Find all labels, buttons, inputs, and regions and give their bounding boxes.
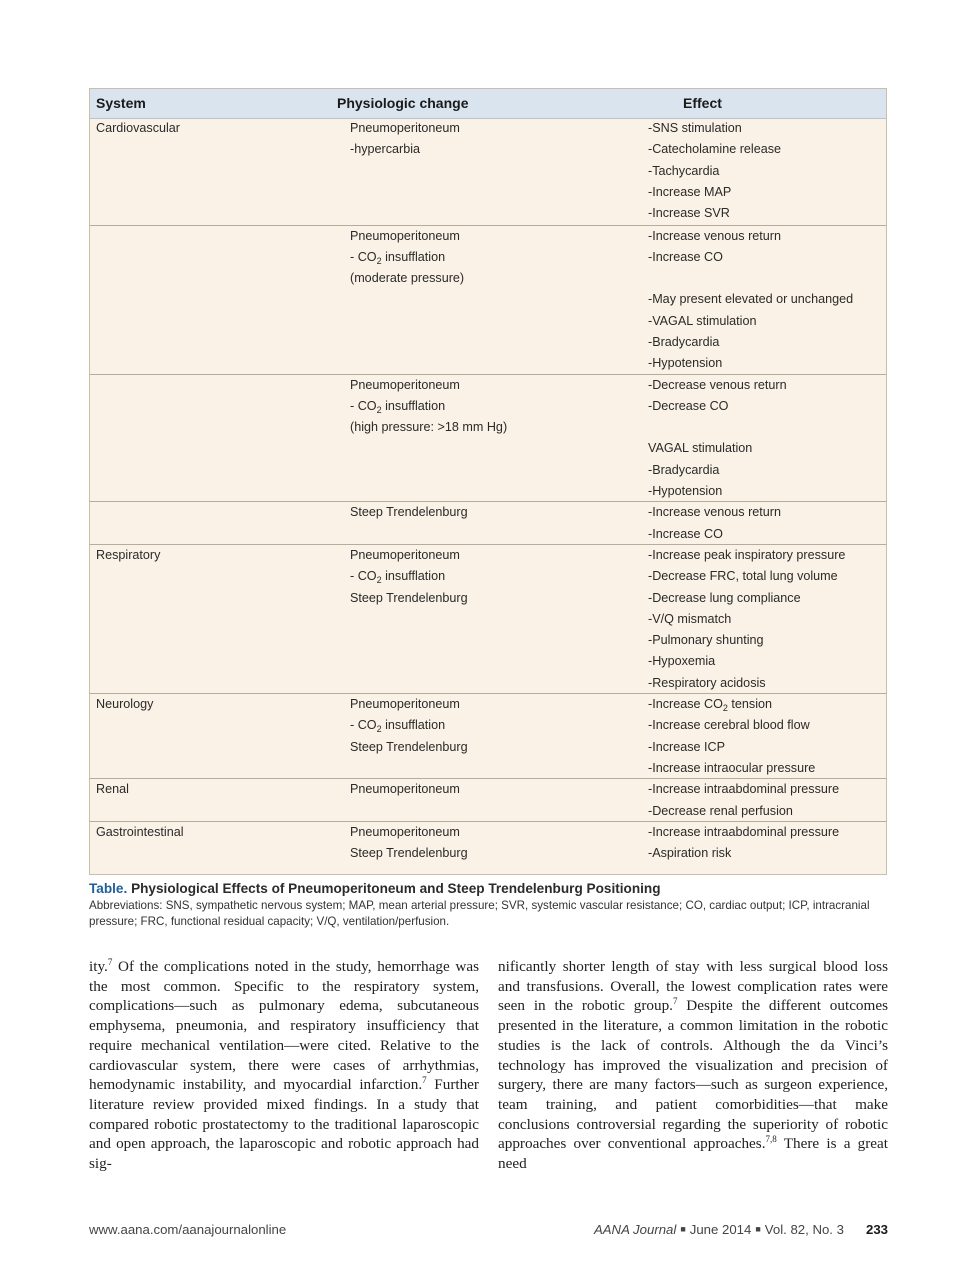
separator-square: ■	[755, 1224, 761, 1234]
physiologic-change-cell	[350, 226, 464, 290]
effect-line: -Increase venous return	[648, 505, 782, 520]
system-name: Respiratory	[96, 548, 161, 562]
effect-cell	[648, 226, 853, 375]
header-system: System	[96, 95, 146, 111]
change-line: -hypercarbia	[350, 142, 420, 157]
effect-line: -Increase peak inspiratory pressure	[648, 548, 846, 562]
effect-line: -Respiratory acidosis	[648, 675, 766, 690]
change-line: Steep Trendelenburg	[350, 846, 468, 861]
effect-cell	[648, 694, 815, 779]
change-line: Pneumoperitoneum	[350, 121, 460, 135]
effect-line: -Increase intraabdominal pressure	[648, 782, 840, 797]
citation-reference: 7,8	[765, 1134, 777, 1145]
table-row-group	[90, 544, 886, 694]
caption-abbreviations: Abbreviations: SNS, sympathetic nervous system; MAP, mean arterial pressure; SVR, systemic vascular resistance; CO, cardiac output; ICP, intracranial pressure; FRC, functional residual capacity; V/Q, ventilation/perfusion.	[89, 899, 870, 928]
table-row-group	[90, 118, 886, 225]
effect-line: -Decrease FRC, total lung volume	[648, 569, 838, 584]
footer-date: June 2014	[689, 1222, 752, 1237]
page-footer	[89, 1222, 888, 1242]
footer-url: www.aana.com/aanajournalonline	[89, 1222, 287, 1237]
effect-line: -Aspiration risk	[648, 846, 732, 861]
effect-line: -Increase SVR	[648, 206, 730, 221]
footer-citation	[594, 1222, 888, 1237]
system-name: Neurology	[96, 697, 154, 712]
effect-line	[648, 268, 853, 289]
system-cell	[96, 822, 184, 843]
effect-line: -Decrease venous return	[648, 377, 787, 392]
effect-line: -Bradycardia	[648, 334, 720, 349]
effect-line: -Increase intraabdominal pressure	[648, 824, 840, 839]
physiologic-change-cell	[350, 375, 507, 439]
change-line: - $CO_2$ insufflation	[350, 398, 446, 415]
change-line: - $CO_2$ insufflation	[350, 718, 446, 735]
change-line: Pneumoperitoneum	[350, 697, 460, 712]
system-cell	[96, 118, 180, 139]
effect-line: -Increase CO	[648, 249, 723, 264]
table-caption	[89, 881, 889, 930]
citation-reference: 7	[672, 996, 678, 1007]
effect-line: -Decrease lung compliance	[648, 590, 801, 605]
effect-line: -Increase intraocular pressure	[648, 760, 816, 775]
physiologic-change-cell	[350, 545, 468, 609]
effect-line: -SNS stimulation	[648, 121, 742, 135]
effect-cell	[648, 502, 781, 545]
system-name: Gastrointestinal	[96, 824, 184, 839]
change-line: Pneumoperitoneum	[350, 782, 460, 797]
physiologic-change-cell	[350, 779, 460, 800]
effect-line	[648, 417, 787, 438]
table-row-group	[90, 778, 886, 822]
effect-line: -Increase cerebral blood flow	[648, 718, 810, 733]
table-row-group	[90, 693, 886, 779]
effect-line: VAGAL stimulation	[648, 441, 753, 456]
system-name: Renal	[96, 782, 129, 797]
physiologic-change-cell	[350, 822, 468, 865]
physiologic-change-cell	[350, 694, 468, 758]
table-row-group	[90, 374, 886, 503]
page-number: 233	[865, 1222, 888, 1237]
effect-line: -Hypoxemia	[648, 654, 716, 669]
system-cell	[96, 779, 129, 800]
effect-cell	[648, 779, 839, 822]
effect-line: -Bradycardia	[648, 462, 720, 477]
change-line: - $CO_2$ insufflation	[350, 249, 446, 266]
citation-reference: 7	[422, 1075, 427, 1086]
change-line: Pneumoperitoneum	[350, 548, 460, 562]
effect-line: -Hypotension	[648, 484, 723, 499]
effect-line: -Pulmonary shunting	[648, 633, 764, 648]
table-row-group	[90, 225, 886, 375]
effect-cell	[648, 545, 845, 694]
caption-title	[89, 881, 889, 896]
effect-line: -Increase CO	[648, 526, 723, 541]
header-physiologic-change: Physiologic change	[337, 95, 469, 111]
citation-reference: 7	[107, 956, 113, 967]
change-line: Pneumoperitoneum	[350, 377, 460, 392]
physiologic-effects-table	[89, 88, 887, 875]
change-line: Steep Trendelenburg	[350, 505, 468, 520]
physiologic-change-cell	[350, 502, 468, 523]
physiologic-change-cell	[350, 118, 460, 161]
effect-line: -May present elevated or unchanged	[648, 292, 854, 307]
effect-line: -Increase ICP	[648, 739, 725, 754]
footer-volume: Vol. 82, No. 3	[764, 1222, 844, 1237]
effect-line: -Increase MAP	[648, 184, 732, 199]
separator-square: ■	[680, 1224, 686, 1234]
change-line: Steep Trendelenburg	[350, 590, 468, 605]
change-line: (moderate pressure)	[350, 271, 465, 286]
effect-line: -VAGAL stimulation	[648, 313, 757, 328]
effect-line: -Decrease renal perfusion	[648, 803, 793, 818]
change-line: (high pressure: >18 mm Hg)	[350, 420, 508, 435]
system-name: Cardiovascular	[96, 121, 180, 135]
effect-line: -Tachycardia	[648, 163, 720, 178]
effect-cell	[648, 375, 787, 503]
change-line: Steep Trendelenburg	[350, 739, 468, 754]
table-header	[90, 89, 886, 119]
caption-label: Table.	[89, 881, 128, 896]
effect-line: -Increase $CO_2$ tension	[648, 697, 773, 714]
change-line: Pneumoperitoneum	[350, 228, 460, 243]
effect-cell	[648, 822, 839, 865]
header-effect: Effect	[683, 95, 722, 111]
body-text-left-column: ity.$^7$ Of the complications noted in the study, hemorrhage was the most common. Specific to the respiratory system, complications—such as pulmonary edema, subcutaneous emphysema, pneumonia, and respiratory insufficiency that require mechanical ventilation—were cited. Relative to the cardiovascular system, there were cases of arrhythmias, hemodynamic instability, and myocardial infarction.$^7$ Further literature review provided mixed findings. In a study that compared robotic prostatectomy to the traditional laparoscopic and open approach, the laparoscopic and robotic approach had sig-	[89, 956, 479, 1173]
caption-title-text: Physiological Effects of Pneumoperitoneum and Steep Trendelenburg Positioning	[131, 881, 661, 896]
effect-line: -Decrease CO	[648, 398, 729, 413]
system-cell	[96, 545, 160, 566]
footer-journal: AANA Journal	[593, 1222, 677, 1237]
table-row-group	[90, 821, 886, 865]
change-line: Pneumoperitoneum	[350, 824, 460, 839]
effect-line: -V/Q mismatch	[648, 611, 732, 626]
effect-line: -Catecholamine release	[648, 142, 782, 157]
body-text-right-column: nificantly shorter length of stay with less surgical blood loss and transfusions. Overall, the lowest complication rates were seen in the robotic group.$^7$ Despite the different outcomes presented in the literature, a common limitation in the robotic studies is the lack of controls. Although the da Vinci’s technology has improved the visualization and precision of surgery, there are many factors—such as surgeon experience, team training, and patient comorbidities—that make conclusions controversial regarding the superiority of robotic approaches over conventional approaches.$^{7,8}$ There is a great need	[498, 958, 889, 1173]
effect-cell	[648, 118, 781, 224]
table-row-group	[90, 501, 886, 545]
effect-line: -Hypotension	[648, 356, 723, 371]
system-cell	[96, 694, 153, 715]
effect-line: -Increase venous return	[648, 228, 782, 243]
change-line: - $CO_2$ insufflation	[350, 569, 446, 586]
